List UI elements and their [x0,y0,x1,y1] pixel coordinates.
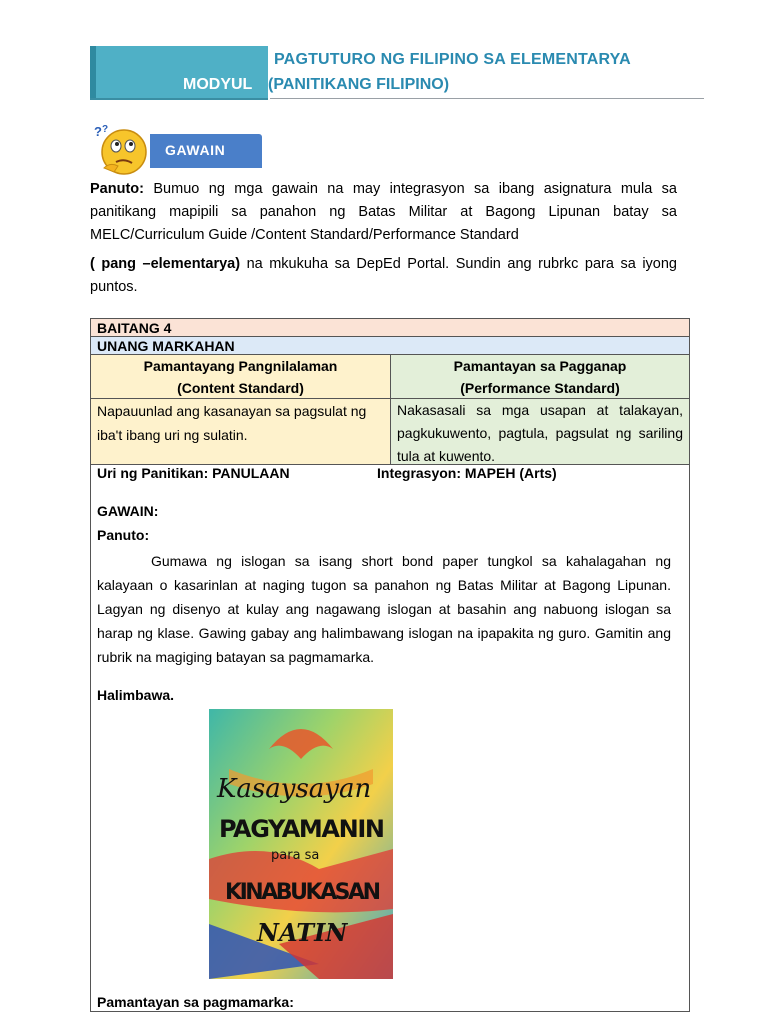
level-paragraph [90,253,677,299]
grade-row: BAITANG 4 [91,319,689,337]
gawain-heading: GAWAIN: [97,503,159,519]
level-text: na mkukuha sa DepEd Portal. Sundin ang rubrkc para sa iyong puntos. [90,256,677,295]
performance-standard-header [391,355,689,399]
literature-type-row [97,465,671,481]
sample-line-2: PAGYAMANIN [219,815,385,843]
integration: Integrasyon: MAPEH (Arts) [377,465,557,481]
grading-criteria-heading: Pamantayan sa pagmamarka: [97,994,294,1010]
performance-standard-sub: (Performance Standard) [460,380,620,396]
content-standard-sub: (Content Standard) [177,380,304,396]
content-standard-title: Pamantayang Pangnilalaman [143,358,338,374]
quarter-row: UNANG MARKAHAN [91,337,689,355]
thinking-face-icon [92,122,152,182]
gawain-description [97,549,671,669]
header-divider [270,98,704,99]
performance-standard-title: Pamantayan sa Pagganap [453,358,627,374]
header-accent [90,46,96,98]
sample-slogan-image [209,709,393,979]
panuto-text: Bumuo ng mga gawain na may integrasyon sa ibang asignatura mula sa panitikang mapipili sa panahon ng Batas Militar at Bagong Lipunan batay sa MELC/Curriculum Guide /Content Standard/Performance Standard [90,181,677,243]
svg-text:?: ? [102,124,109,135]
performance-standard-cell: Nakasasali sa mga usapan at talakayan, pagkukuwento, pagtula, pagsulat ng sariling tula at kuwento. [391,399,689,465]
literature-type: Uri ng Panitikan: PANULAAN [97,465,290,481]
header-title-line2: (PANITIKANG FILIPINO) [268,76,450,93]
content-standard-header [91,355,391,399]
header-modyul-label: MODYUL [183,76,253,93]
panuto-heading: Panuto: [97,527,150,543]
standards-table [90,318,690,1012]
instructions-paragraph [90,178,677,247]
panuto-label: Panuto: [90,181,144,197]
svg-text:?: ? [94,124,102,139]
sample-line-5: NATIN [257,918,348,947]
sample-line-1: Kasaysayan [217,774,372,804]
gawain-badge-label: GAWAIN [165,142,226,158]
example-heading: Halimbawa. [97,687,175,703]
header-title-line1: PAGTUTURO NG FILIPINO SA ELEMENTARYA [274,51,631,68]
content-standard-cell: Napauunlad ang kasanayan sa pagsulat ng iba't ibang uri ng sulatin. [91,399,391,465]
sample-line-4: KINABUKASAN [225,880,381,905]
level-label: ( pang –elementarya) [90,256,241,272]
sample-line-3: para sa [271,848,320,863]
gawain-description-text: Gumawa ng islogan sa isang short bond paper tungkol sa kahalagahan ng kalayaan o kasarinlan at naging tugon sa panahon ng Batas Militar at Bagong Lipunan. Lagyan ng disenyo at kulay ang nagawang islogan at basahin ang nabuong islogan sa harap ng klase. Gawing gabay ang halimbawang islogan na ipapakita ng guro. Gamitin ang rubrik na magiging batayan sa pagmamarka. [97,553,671,665]
